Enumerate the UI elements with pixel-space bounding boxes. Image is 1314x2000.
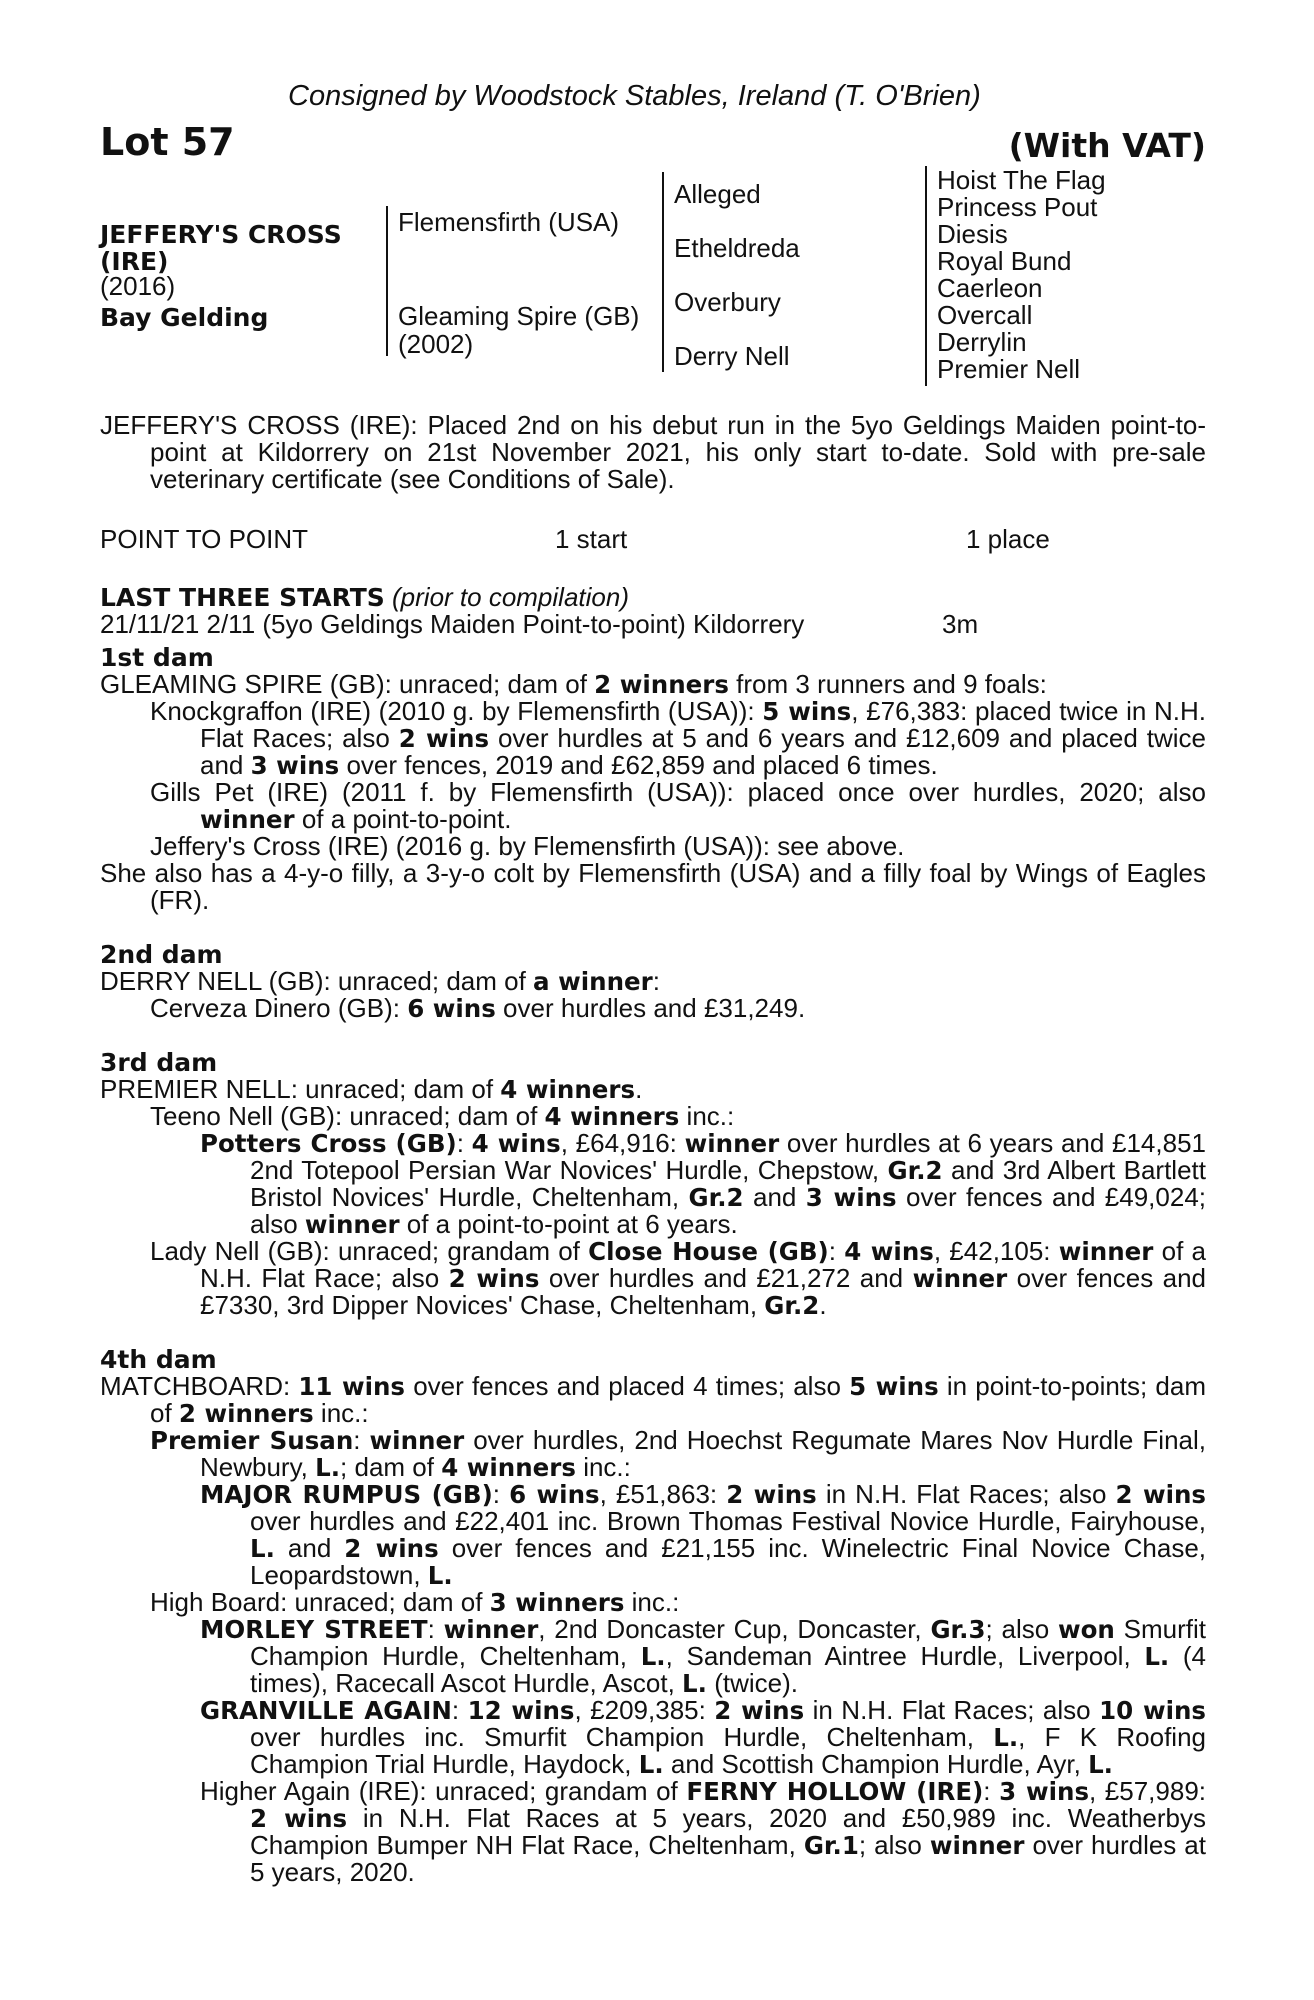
produce-teeno-nell: Teeno Nell (GB): unraced; dam of 4 winners inc.:: [150, 1101, 735, 1131]
last-three-title: LAST THREE STARTS: [100, 583, 385, 612]
produce-lady-nell: Lady Nell (GB): unraced; grandam of Close House (GB): 4 wins, £42,105: winner of a N.H. Flat Race; also 2 wins over hurdles and £21,272 and winner over fences and £7330, 3rd Dipper Novices' Chase, Cheltenham, Gr.2.: [150, 1236, 1206, 1320]
produce-granville-again: GRANVILLE AGAIN: 12 wins, £209,385: 2 wins in N.H. Flat Races; also 10 wins over hurdles inc. Smurfit Champion Hurdle, Cheltenham, L., F K Roofing Champion Trial Hurdle, Haydock, L. and Scottish Champion Hurdle, Ayr, L.: [200, 1695, 1207, 1779]
pedigree-granddam-sire-side: Etheldreda: [674, 233, 800, 263]
pedigree-damsire: Overbury: [674, 287, 781, 317]
race-record: [100, 526, 1206, 553]
produce-gills-pet: Gills Pet (IRE) (2011 f. by Flemensfirth (USA)): placed once over hurdles, 2020; also winner of a point-to-point.: [150, 777, 1206, 834]
lot-number: Lot 57: [100, 120, 235, 164]
first-dam-heading: 1st dam: [100, 643, 214, 672]
produce-jefferys-cross: Jeffery's Cross (IRE) (2016 g. by Flemensfirth (USA)): see above.: [150, 831, 905, 861]
pedigree-ancestor: Caerleon: [937, 273, 1043, 303]
horse-name: JEFFERY'S CROSS: [100, 220, 342, 249]
pedigree-divider-1: [386, 206, 388, 356]
pedigree-dam-year: (2002): [398, 329, 474, 359]
produce-higher-again: Higher Again (IRE): unraced; grandam of FERNY HOLLOW (IRE): 3 wins, £57,989: 2 wins in N.H. Flat Races at 5 years, 2020 and £50,989 inc. Weatherbys Champion Bumper NH Flat Race, Cheltenham, Gr.1; also winner over hurdles at 5 years, 2020.: [200, 1776, 1207, 1887]
produce-potters-cross: Potters Cross (GB): 4 wins, £64,916: winner over hurdles at 6 years and £14,851 2nd Totepool Persian War Novices' Hurdle, Chepstow, Gr.2 and 3rd Albert Bartlett Bristol Novices' Hurdle, Cheltenham, Gr.2 and 3 wins over fences and £49,024; also winner of a point-to-point at 6 years.: [200, 1128, 1207, 1239]
produce-major-rumpus: MAJOR RUMPUS (GB): 6 wins, £51,863: 2 wins in N.H. Flat Races; also 2 wins over hurdles and £22,401 inc. Brown Thomas Festival Novice Hurdle, Fairyhouse, L. and 2 wins over fences and £21,155 inc. Winelectric Final Novice Chase, Leopardstown, L.: [200, 1479, 1207, 1590]
third-dam-heading: 3rd dam: [100, 1048, 218, 1077]
pedigree-ancestor: Princess Pout: [937, 192, 1098, 222]
pedigree-granddam: Derry Nell: [674, 341, 790, 371]
record-starts: 1 start: [555, 524, 628, 554]
pedigree-ancestor: Premier Nell: [937, 354, 1081, 384]
produce-knockgraffon: Knockgraffon (IRE) (2010 g. by Flemensfirth (USA)): 5 wins, £76,383: placed twice in N.H. Flat Races; also 2 wins over hurdles at 5 and 6 years and £12,609 and placed twice and 3 wins over fences, 2019 and £62,859 and placed 6 times.: [150, 696, 1206, 780]
pedigree-ancestor: Diesis: [937, 219, 1008, 249]
last-three-heading: [100, 584, 1206, 611]
horse-foaled-year: (2016): [100, 271, 176, 301]
horse-summary: JEFFERY'S CROSS (IRE): Placed 2nd on his debut run in the 5yo Geldings Maiden point-to-point at Kildorrery on 21st November 2021, his only start to-date. Sold with pre-sale veterinary certificate (see Conditions of Sale).: [100, 410, 1206, 494]
consignor-line: Consigned by Woodstock Stables, Ireland (T. O'Brien): [288, 80, 981, 112]
pedigree-divider-2: [662, 172, 664, 372]
catalogue-body: [100, 412, 1206, 1886]
horse-sex-color: Bay Gelding: [100, 303, 269, 332]
produce-high-board: High Board: unraced; dam of 3 winners inc.:: [150, 1587, 680, 1617]
last-start-row: [100, 611, 1206, 638]
last-start-detail: 21/11/21 2/11 (5yo Geldings Maiden Point-to-point) Kildorrery: [100, 609, 805, 639]
fourth-dam-line: MATCHBOARD: 11 wins over fences and placed 4 times; also 5 wins in point-to-points; dam of 2 winners inc.:: [100, 1371, 1207, 1428]
vat-status: (With VAT): [1008, 126, 1206, 165]
second-dam-heading: 2nd dam: [100, 940, 223, 969]
first-dam-note: She also has a 4-y-o filly, a 3-y-o colt by Flemensfirth (USA) and a filly foal by Wings of Eagles (FR).: [100, 858, 1206, 915]
produce-premier-susan: Premier Susan: winner over hurdles, 2nd Hoechst Regumate Mares Nov Hurdle Final, Newbury, L.; dam of 4 winners inc.:: [150, 1425, 1206, 1482]
produce-cerveza-dinero: Cerveza Dinero (GB): 6 wins over hurdles and £31,249.: [150, 993, 806, 1023]
pedigree-dam: Gleaming Spire (GB): [398, 301, 640, 331]
last-start-distance: 3m: [942, 609, 979, 639]
pedigree-grandsire: Alleged: [674, 179, 761, 209]
pedigree-ancestor: Hoist The Flag: [937, 165, 1106, 195]
pedigree-ancestor: Royal Bund: [937, 246, 1072, 276]
pedigree-ancestor: Overcall: [937, 300, 1033, 330]
pedigree-divider-3: [925, 166, 927, 386]
second-dam-line: DERRY NELL (GB): unraced; dam of a winner:: [100, 966, 660, 996]
pedigree-sire: Flemensfirth (USA): [398, 207, 620, 237]
pedigree-ancestor: Derrylin: [937, 327, 1027, 357]
record-places: 1 place: [966, 524, 1050, 554]
third-dam-line: PREMIER NELL: unraced; dam of 4 winners.: [100, 1074, 643, 1104]
horse-country: (IRE): [100, 247, 169, 276]
produce-morley-street: MORLEY STREET: winner, 2nd Doncaster Cup, Doncaster, Gr.3; also won Smurfit Champion Hurdle, Cheltenham, L., Sandeman Aintree Hurdle, Liverpool, L. (4 times), Racecall Ascot Hurdle, Ascot, L. (twice).: [200, 1614, 1206, 1698]
last-three-note: (prior to compilation): [392, 582, 629, 612]
record-label: POINT TO POINT: [100, 524, 309, 554]
fourth-dam-heading: 4th dam: [100, 1345, 217, 1374]
first-dam-line: GLEAMING SPIRE (GB): unraced; dam of 2 winners from 3 runners and 9 foals:: [100, 669, 1047, 699]
